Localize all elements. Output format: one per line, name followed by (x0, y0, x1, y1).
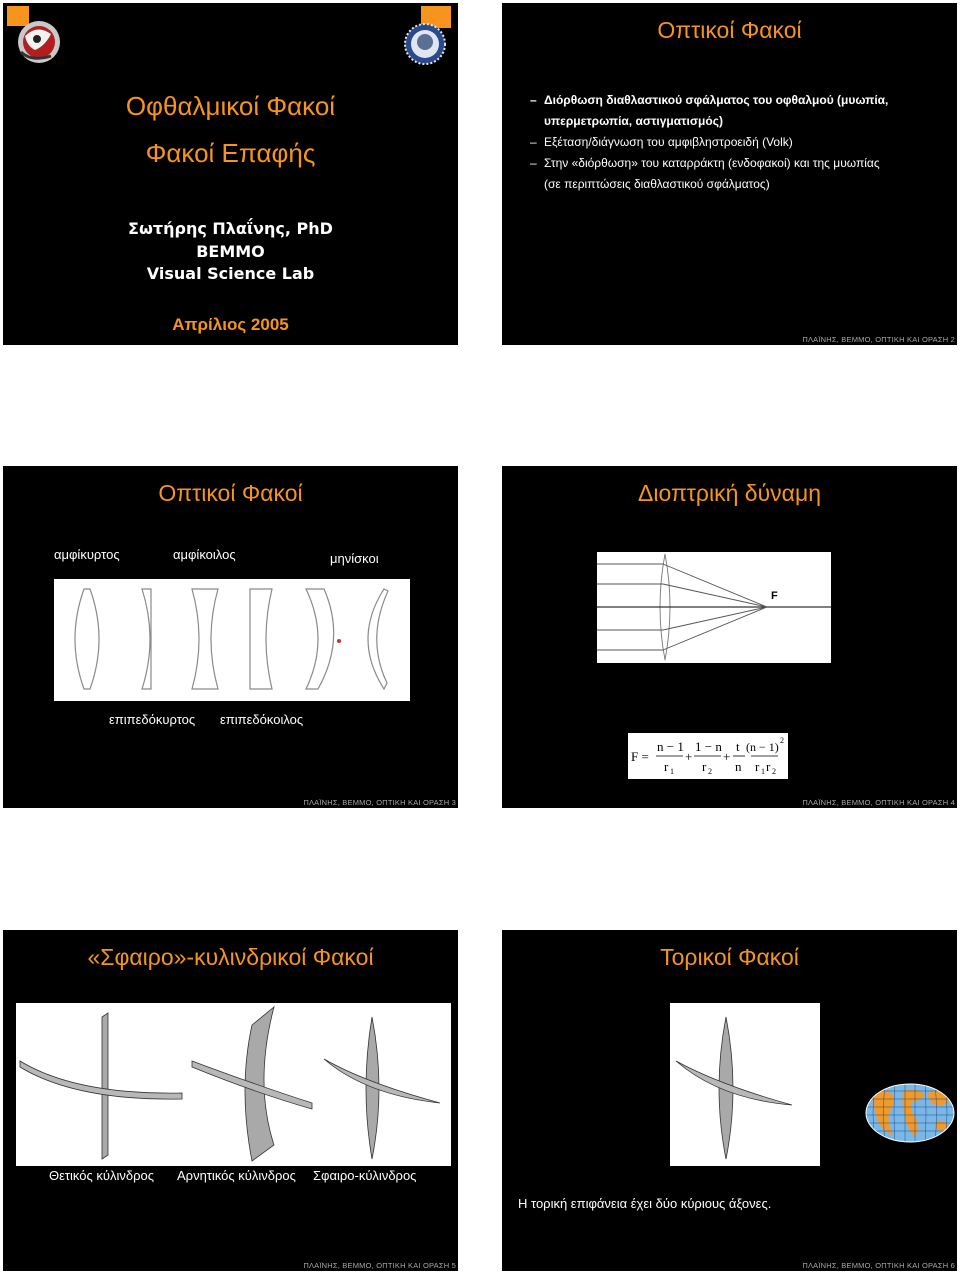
bullet-item: υπερμετρωπία, αστιγματισμός) (544, 114, 723, 128)
lens-formula (628, 733, 788, 779)
slide-1 (3, 3, 458, 345)
slide6-footer: ΠΛΑΪΝΗΣ, ΒΕΜΜΟ, ΟΠΤΙΚΗ ΚΑΙ ΟΡΑΣΗ 6 (802, 1261, 955, 1270)
planoconvex-lens (142, 589, 151, 689)
organization: ΒΕΜΜΟ (196, 242, 265, 261)
biconcave-lens (192, 589, 218, 689)
slide5-footer: ΠΛΑΪΝΗΣ, ΒΕΜΜΟ, ΟΠΤΙΚΗ ΚΑΙ ΟΡΑΣΗ 5 (303, 1261, 456, 1270)
svg-text:r: r (766, 759, 771, 774)
slide-2 (502, 3, 957, 345)
author-name: Σωτήρης Πλαΐνης, PhD (128, 219, 333, 238)
ray-upper-refracted (663, 584, 767, 607)
focal-diagram (597, 552, 831, 663)
cylinder-diagram (16, 1003, 451, 1166)
slide-6 (502, 930, 957, 1271)
slide1-title-line2: Φακοί Επαφής (145, 138, 316, 168)
svg-text:1: 1 (761, 767, 765, 776)
ray-bottom-refracted (663, 607, 767, 650)
meniscus-negative (368, 589, 388, 689)
bullet-item: – Εξέταση/διάγνωση του αμφιβληστροειδή (Volk) (530, 135, 793, 149)
svg-text:r: r (702, 759, 707, 774)
bullet-list (530, 90, 950, 195)
toric-lens-diagram (670, 1003, 820, 1166)
svg-text:t: t (736, 739, 740, 754)
logo-right (395, 6, 453, 66)
svg-text:n: n (735, 759, 742, 774)
slide3-footer: ΠΛΑΪΝΗΣ, ΒΕΜΜΟ, ΟΠΤΙΚΗ ΚΑΙ ΟΡΑΣΗ 3 (303, 798, 456, 807)
svg-text:2: 2 (708, 767, 712, 776)
label-planoconcave: επιπεδόκοιλος (220, 712, 304, 727)
biconvex-lens (75, 589, 99, 689)
planoconcave-lens (250, 589, 272, 689)
bullet-item: (σε περιπτώσεις διαθλαστικού σφάλματος) (544, 177, 770, 191)
focal-label: F (771, 590, 778, 602)
svg-text:r: r (664, 759, 669, 774)
slide-5 (3, 930, 458, 1271)
sphero-cylinder (324, 1017, 440, 1159)
positive-cylinder (20, 1013, 182, 1159)
svg-text:2: 2 (780, 736, 784, 745)
label-planoconvex: επιπεδόκυρτος (109, 712, 196, 727)
svg-text:2: 2 (772, 767, 776, 776)
svg-text:F =: F = (631, 749, 649, 764)
meniscus-positive (306, 589, 334, 689)
slide6-title: Τορικοί Φακοί (660, 944, 799, 970)
lab-name: Visual Science Lab (146, 264, 315, 283)
bullet-item: – Στην «διόρθωση» του καταρράκτη (ενδοφακοί) και της μυωπίας (530, 156, 880, 170)
focal-point-dot (337, 639, 341, 643)
presentation-date: Απρίλιος 2005 (172, 315, 289, 334)
svg-text:(n − 1): (n − 1) (746, 740, 779, 754)
bullet-item: – Διόρθωση διαθλαστικού σφάλματος του οφθαλμού (μυωπία, (530, 93, 889, 107)
label-positive-cylinder: Θετικός κύλινδρος (49, 1168, 155, 1183)
label-biconcave: αμφίκοιλος (173, 547, 236, 562)
svg-text:1 − n: 1 − n (695, 739, 722, 754)
label-meniscus: μηνίσκοι (330, 551, 379, 566)
slide5-title: «Σφαιρο»-κυλινδρικοί Φακοί (87, 944, 374, 970)
ray-top-refracted (663, 564, 767, 607)
lens-types-diagram (54, 579, 410, 701)
slide2-title: Οπτικοί Φακοί (657, 17, 802, 43)
svg-text:n − 1: n − 1 (657, 739, 684, 754)
slide4-title: Διοπτρική δύναμη (638, 480, 821, 506)
svg-text:1: 1 (670, 767, 674, 776)
ray-lower-refracted (663, 607, 767, 630)
slide3-title: Οπτικοί Φακοί (158, 480, 303, 506)
svg-text:+: + (685, 749, 693, 764)
slide1-title-line1: Οφθαλμικοί Φακοί (125, 91, 336, 121)
logo-left (7, 6, 65, 66)
slide-3 (3, 466, 458, 808)
label-negative-cylinder: Αρνητικός κύλινδρος (177, 1168, 296, 1183)
slide4-footer: ΠΛΑΪΝΗΣ, ΒΕΜΜΟ, ΟΠΤΙΚΗ ΚΑΙ ΟΡΑΣΗ 4 (802, 798, 955, 807)
negative-cylinder (192, 1007, 312, 1161)
label-sphero-cylinder: Σφαιρο-κύλινδρος (313, 1168, 417, 1183)
slide2-footer: ΠΛΑΪΝΗΣ, ΒΕΜΜΟ, ΟΠΤΙΚΗ ΚΑΙ ΟΡΑΣΗ 2 (802, 335, 955, 344)
svg-text:r: r (755, 759, 760, 774)
toric-caption: Η τορική επιφάνεια έχει δύο κύριους άξονες. (518, 1196, 772, 1211)
globe-map-image (865, 1083, 955, 1143)
svg-text:+: + (723, 749, 731, 764)
label-biconvex: αμφίκυρτος (54, 547, 120, 562)
slide-4 (502, 466, 957, 808)
